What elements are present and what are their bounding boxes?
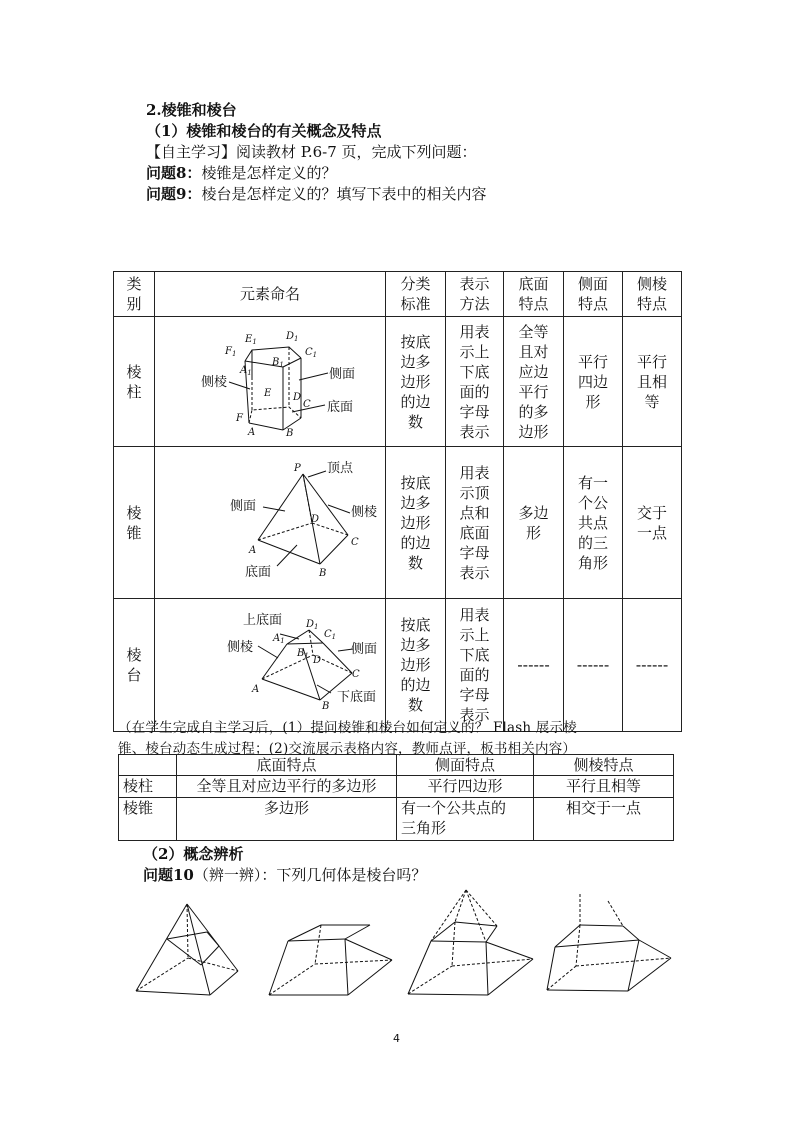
- vertex-C1: $C_1$: [324, 629, 337, 641]
- summary-header-empty: [119, 755, 177, 776]
- self-study-bracket: 【自主学习】: [146, 143, 237, 161]
- vertex-C1: $C_1$: [305, 347, 318, 359]
- q9-label: 问题9：: [146, 185, 202, 203]
- category-prism: 棱 柱: [114, 317, 155, 447]
- table-row: [114, 317, 682, 447]
- vertex-F1: $F_1$: [225, 346, 237, 358]
- self-study-line: [146, 141, 477, 162]
- pyramid-figure: [155, 447, 386, 593]
- vertex-D1: $D_1$: [306, 619, 319, 631]
- vertex-B: B: [319, 568, 327, 579]
- vertex-C: C: [351, 537, 359, 548]
- solid-2: [269, 925, 392, 995]
- vertex-A1: $A_1$: [240, 365, 252, 377]
- q8-label: 问题8：: [146, 164, 202, 182]
- vertex-A: A: [249, 545, 257, 556]
- solid-1: [136, 904, 238, 995]
- header-category: 类 别: [114, 272, 155, 317]
- label-lateral-edge: 侧棱: [201, 375, 228, 390]
- label-lateral-face: 侧面: [329, 367, 356, 382]
- label-lateral-edge: 侧棱: [227, 640, 254, 655]
- label-lateral-edge: 侧棱: [351, 505, 378, 520]
- frustum-classify: 按底 边多 边形 的边 数: [386, 599, 446, 732]
- label-apex: 顶点: [327, 461, 354, 476]
- summary-header-edge: 侧棱特点: [534, 755, 674, 776]
- summary-cell: 相交于一点: [534, 798, 674, 841]
- category-pyramid: 棱 锥: [114, 447, 155, 599]
- self-study-text: 阅读教材 P.6-7 页，完成下列问题：: [236, 143, 477, 161]
- prism-base: 全等 且对 应边 平行 的多 边形: [504, 317, 564, 447]
- summary-header-side: 侧面特点: [397, 755, 534, 776]
- prism-classify: 按底 边多 边形 的边 数: [386, 317, 446, 447]
- vertex-F: F: [236, 413, 243, 424]
- vertex-C: C: [352, 669, 360, 680]
- page-number: 4: [393, 1032, 400, 1045]
- header-edge: 侧棱 特点: [623, 272, 682, 317]
- q8-text: 棱锥是怎样定义的？: [201, 164, 337, 182]
- prism-notation: 用表 示上 下底 面的 字母 表示: [446, 317, 504, 447]
- header-notation: 表示 方法: [446, 272, 504, 317]
- header-classify: 分类 标准: [386, 272, 446, 317]
- table-header-row: [114, 272, 682, 317]
- question-10: [143, 864, 426, 885]
- summary-cell: 多边形: [177, 798, 397, 841]
- summary-cell: 棱柱: [119, 776, 177, 798]
- pyramid-figure-cell: [155, 447, 386, 599]
- concept-heading: （2）概念辨析: [143, 845, 244, 863]
- teacher-note-line-2: 锥、棱台动态生成过程；(2)交流展示表格内容，教师点评，板书相关内容）: [118, 741, 577, 757]
- solids-figure: [130, 888, 690, 1000]
- label-lateral-face: 侧面: [230, 499, 257, 514]
- summary-cell: 全等且对应边平行的多边形: [177, 776, 397, 798]
- frustum-notation: 用表 示上 下底 面的 字母 表示: [446, 599, 504, 732]
- category-frustum: 棱 台: [114, 599, 155, 732]
- vertex-D1: $D_1$: [286, 331, 299, 343]
- header-base: 底面 特点: [504, 272, 564, 317]
- table-row: [119, 776, 674, 798]
- prism-side: 平行 四边 形: [564, 317, 623, 447]
- vertex-B: B: [322, 701, 330, 712]
- prism-figure-cell: [155, 317, 386, 447]
- summary-header-row: [119, 755, 674, 776]
- summary-header-base: 底面特点: [177, 755, 397, 776]
- label-bottom-base: 下底面: [337, 690, 377, 705]
- vertex-D: D: [311, 514, 320, 525]
- vertex-C: C: [303, 399, 311, 410]
- solid-4: [547, 894, 671, 991]
- vertex-P: P: [294, 463, 301, 474]
- pyramid-classify: 按底 边多 边形 的边 数: [386, 447, 446, 599]
- summary-cell: 平行且相等: [534, 776, 674, 798]
- question-9: [146, 183, 486, 204]
- prism-edge: 平行 且相 等: [623, 317, 682, 447]
- vertex-B: B: [286, 428, 294, 439]
- table-row: [119, 798, 674, 841]
- question-8: [146, 162, 336, 183]
- concept-table: [113, 271, 682, 732]
- q10-label: 问题10: [143, 866, 194, 884]
- vertex-E: E: [264, 388, 272, 399]
- pyramid-edge: 交于 一点: [623, 447, 682, 599]
- vertex-A: A: [252, 684, 260, 695]
- solid-3: [408, 890, 533, 995]
- pyramid-notation: 用表 示顶 点和 底面 字母 表示: [446, 447, 504, 599]
- q10-text: （辨一辨）：下列几何体是棱台吗？: [193, 866, 427, 884]
- frustum-figure-cell: [155, 599, 386, 732]
- vertex-A1: $A_1$: [273, 633, 285, 645]
- pyramid-base: 多边 形: [504, 447, 564, 599]
- summary-cell: 有一个公共点的 三角形: [397, 798, 534, 841]
- summary-table: [118, 754, 674, 841]
- frustum-side: ------: [564, 599, 623, 732]
- q9-text: 棱台是怎样定义的？填写下表中的相关内容: [201, 185, 487, 203]
- teacher-note-line-1: （在学生完成自主学习后，(1）提问棱锥和棱台如何定义的？ Flash 展示棱: [118, 720, 577, 736]
- subsection-heading: （1）棱锥和棱台的有关概念及特点: [146, 122, 382, 140]
- pyramid-side: 有一 个公 共点 的三 角形: [564, 447, 623, 599]
- summary-cell: 平行四边形: [397, 776, 534, 798]
- label-base: 底面: [327, 400, 354, 415]
- vertex-D: D: [313, 655, 322, 666]
- frustum-edge: ------: [623, 599, 682, 732]
- label-top-base: 上底面: [243, 613, 283, 628]
- vertex-E1: $E_1$: [245, 334, 257, 346]
- prism-figure: [155, 317, 386, 441]
- table-row: [114, 447, 682, 599]
- vertex-D: D: [293, 392, 302, 403]
- vertex-B1: $B_1$: [297, 648, 309, 660]
- label-base: 底面: [245, 565, 272, 580]
- vertex-A: A: [248, 427, 256, 438]
- frustum-base: ------: [504, 599, 564, 732]
- section-heading: 2.棱锥和棱台: [146, 101, 237, 119]
- header-naming: 元素命名: [155, 272, 386, 317]
- table-row: [114, 599, 682, 732]
- frustum-figure: [155, 599, 386, 726]
- label-lateral-face: 侧面: [351, 642, 378, 657]
- header-side: 侧面 特点: [564, 272, 623, 317]
- vertex-B1: $B_1$: [272, 357, 284, 369]
- summary-cell: 棱锥: [119, 798, 177, 841]
